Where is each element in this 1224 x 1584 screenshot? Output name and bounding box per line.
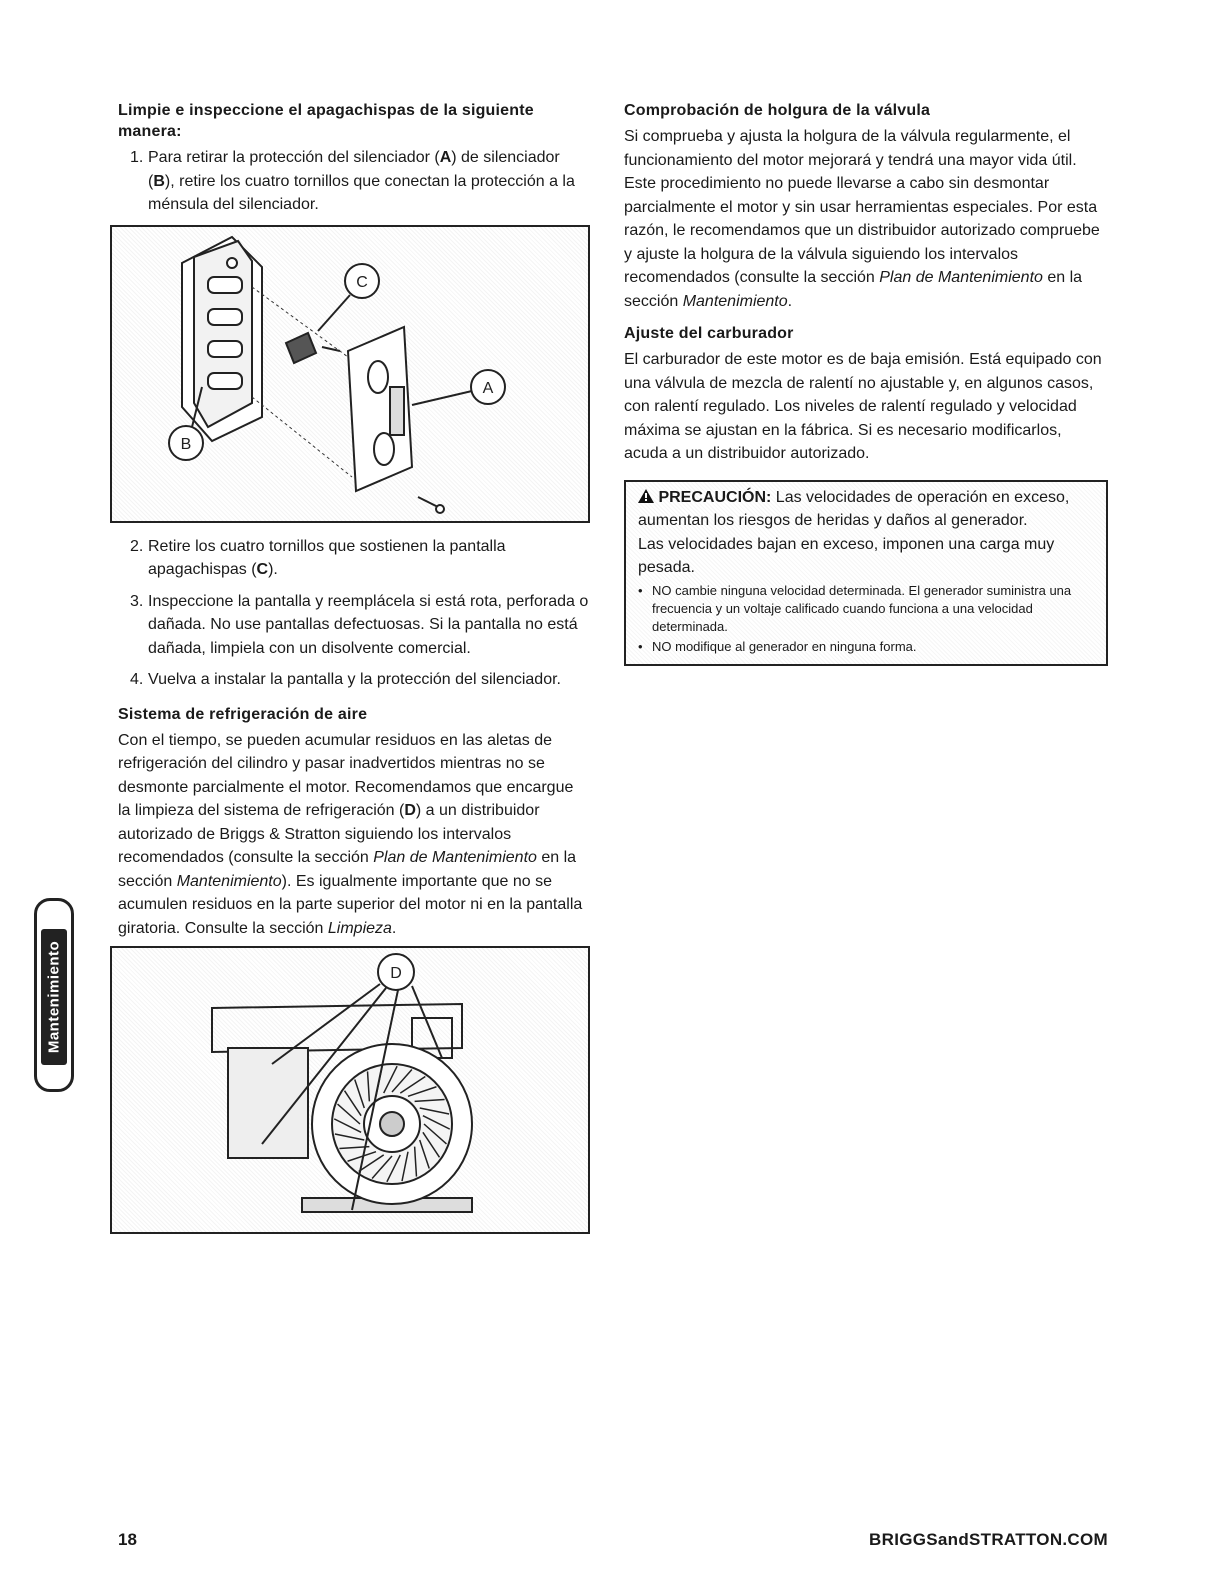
left-column: [118, 100, 590, 1246]
footer-website: BRIGGSandSTRATTON.COM: [869, 1530, 1108, 1549]
caution-box: PRECAUCIÓN: Las velocidades de operación en exceso, aumentan los riesgos de heridas y daños al generador. Las velocidades bajan en exceso, imponen una carga muy pesada. • NO cambie ninguna velocidad determinada. El generador suministra una frecuencia y un voltaje calificado cuando funciona a una velocidad determinada. • NO modifique al generador en ninguna forma.: [624, 480, 1108, 666]
step-2: 2. Retire los cuatro tornillos que sostienen la pantalla apagachispas (C).: [130, 537, 506, 578]
muffler-body: [182, 237, 262, 441]
muffler-figure: [110, 225, 590, 523]
para-air-cooling: Con el tiempo, se pueden acumular residuos en las aletas de refrigeración del cilindro y pasar inadvertidos mientras no se desmonte parcialmente el motor. Recomendamos que encargue la limpieza del sistema de refrigeración (D) a un distribuidor autorizado de Briggs & Stratton siguiendo los intervalos recomendados (consulte la sección Plan de Mantenimiento en la sección Mantenimiento). Es igualmente importante que no se acumulen residuos en la parte superior del motor ni en la pantalla giratoria. Consulte la sección Limpieza.: [118, 731, 583, 937]
warning-icon: [638, 489, 654, 503]
step-4: 4. Vuelva a instalar la pantalla y la protección del silenciador.: [130, 671, 561, 688]
step-3: 3. Inspeccione la pantalla y reemplácela si está rota, perforada o dañada. No use pantallas defectuosas. Si la pantalla no está dañada, limpiela con un disolvente comercial.: [130, 592, 589, 657]
label-c: C: [356, 273, 368, 291]
section-tab-label: Mantenimiento: [45, 940, 63, 1054]
label-d: D: [390, 965, 402, 982]
heading-air-cooling: Sistema de refrigeración de aire: [118, 705, 368, 723]
right-column: [624, 100, 1108, 666]
caution-bullet-1: • NO cambie ninguna velocidad determinada. El generador suministra una frecuencia y un voltaje calificado cuando funciona a una velocidad determinada.: [638, 582, 1072, 634]
step-1: 1. Para retirar la protección del silenciador (A) de silenciador (B), retire los cuatro tornillos que conectan la protección a la ménsula del silenciador.: [130, 149, 575, 213]
flywheel: [312, 1044, 472, 1204]
para-valve-clearance: Si comprueba y ajusta la holgura de la válvula regularmente, el funcionamiento del motor mejorará y tendrá una mayor vida útil. Este procedimiento no puede llevarse a cabo sin desmontar parcialmente el motor y sin usar herramientas especiales. Por esta razón, le recomendamos que un distribuidor autorizado compruebe y ajuste la holgura de la válvula siguiendo los intervalos recomendados (consulte la sección Plan de Mantenimiento en la sección Mantenimiento.: [624, 128, 1100, 310]
label-a: A: [482, 379, 494, 397]
label-b: B: [180, 435, 192, 453]
page-number: 18: [118, 1530, 137, 1549]
caution-bullet-2: • NO modifique al generador en ninguna forma.: [638, 638, 917, 654]
section-tab: [34, 898, 74, 1092]
heading-spark-arrester: Limpie e inspeccione el apagachispas de la siguiente manera:: [118, 102, 534, 140]
caution-line2: Las velocidades bajan en exceso, imponen una carga muy pesada.: [638, 535, 1055, 576]
caution-title: PRECAUCIÓN:: [658, 488, 772, 506]
heading-valve-clearance: Comprobación de holgura de la válvula: [624, 102, 931, 119]
muffler-shield: [348, 327, 412, 491]
para-carburetor: El carburador de este motor es de baja emisión. Está equipado con una válvula de mezcla de ralentí no ajustable y, en algunos casos, con ralentí regulado. Los niveles de ralentí regulado y velocidad máxima se ajustan en la fábrica. Si es necesario modificarlos, acuda a un distribuidor autorizado.: [624, 351, 1102, 462]
spark-arrester-screen: [286, 333, 340, 363]
engine-cooling-figure: [110, 946, 590, 1234]
heading-carburetor: Ajuste del carburador: [624, 325, 794, 342]
